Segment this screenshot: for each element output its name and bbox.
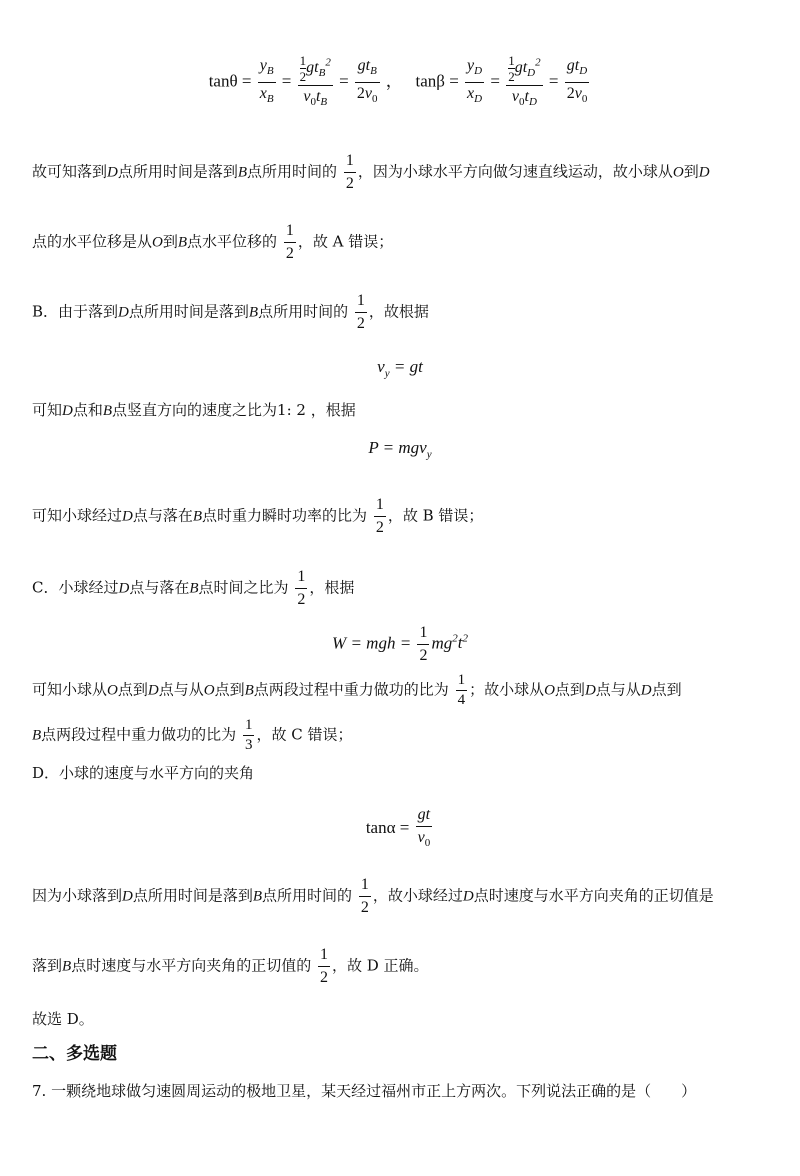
fraction-one-half: $\frac{1}{2}$ xyxy=(285,222,294,262)
paragraph-c2: 可知小球从O点到D点与从O点到B点两段过程中重力做功的比为 $\frac{1}{4}$ ；故小球从O点到D点与从D点到 xyxy=(32,672,682,708)
fraction-one-half-2: $\frac{1}{2}$ xyxy=(508,53,515,85)
paragraph-d2: 因为小球落到D点所用时间是落到B点所用时间的 $\frac{1}{2}$ ，故小球经过D点时速度与水平方向夹角的正切值是 xyxy=(32,874,770,919)
fraction-one-half: $\frac{1}{2}$ xyxy=(297,568,306,608)
equation-work: W = mgh = $\frac{1}{2}$ $mg^2t^2$ xyxy=(0,622,800,667)
fraction-gt-v0: $\frac{gt}{v_0}$ xyxy=(417,806,431,850)
fraction-half-gt-over-v0t: $\frac{1}{2}$ $gt_B^2$ $v_0t_B$ xyxy=(299,53,331,108)
tan-theta-label: tanθ xyxy=(208,71,238,91)
fraction-one-half: $\frac{1}{2}$ xyxy=(319,946,328,986)
question-7: 7. 一颗绕地球做匀速圆周运动的极地卫星，某天经过福州市正上方两次。下列说法正确的是（ ） xyxy=(32,1082,697,1100)
paragraph-1b: 点的水平位移是从O到B点水平位移的 $\frac{1}{2}$ ，故 A 错误； xyxy=(32,220,770,265)
fraction-one-third: $\frac{1}{3}$ xyxy=(244,717,253,753)
fraction-one-half: $\frac{1}{2}$ xyxy=(360,876,369,916)
equation-vy: $v_y$ = gt xyxy=(377,357,423,380)
paragraph-c: C．小球经过D点与落在B点时间之比为 $\frac{1}{2}$ ，根据 xyxy=(32,566,770,611)
fraction-yd-xd: $\frac{y_D}{x_D}$ xyxy=(467,56,483,106)
tan-beta-label: tanβ xyxy=(415,71,445,91)
fraction-yb-xb: $\frac{y_B}{x_B}$ xyxy=(259,56,274,106)
paragraph-d3: 落到B点时速度与水平方向夹角的正切值的 $\frac{1}{2}$ ，故 D 正确。 xyxy=(32,944,770,989)
fraction-one-half: $\frac{1}{2}$ xyxy=(419,624,428,664)
fraction-one-half: $\frac{1}{2}$ xyxy=(299,53,307,85)
paragraph-b2: 可知D点和B点竖直方向的速度之比为1: 2 ，根据 xyxy=(32,401,356,419)
equation-separator: ， xyxy=(385,71,403,91)
answer-line: 故选 D。 xyxy=(32,1010,94,1028)
paragraph-c3: B点两段过程中重力做功的比为 $\frac{1}{3}$ ，故 C 错误； xyxy=(32,717,353,753)
section-heading: 二、多选题 xyxy=(32,1044,117,1064)
equation-tan-theta-beta: tanθ = $\frac{y_B}{x_B}$ = $\frac{1}{2}$ $gt_B^2$ $v_0t_B$ = $\frac{gt_B}{2v_0}$ ， tanβ = $\frac{y_D}{x_D}$ = $\frac{1}{2}$ $gt_D^2$ $v_0t_D$ = $\frac{gt_D}{2v_0}$ xyxy=(0,52,800,113)
fraction-one-half: $\frac{1}{2}$ xyxy=(375,496,384,536)
equation-power: P = mgv$_y$ xyxy=(368,438,432,461)
fraction-gtd-2v0: $\frac{gt_D}{2v_0}$ xyxy=(566,56,588,106)
paragraph-b3: 可知小球经过D点与落在B点时重力瞬时功率的比为 $\frac{1}{2}$ ，故 B 错误； xyxy=(32,494,770,539)
fraction-one-quarter: $\frac{1}{4}$ xyxy=(457,672,466,708)
fraction-gtb-2v0: $\frac{gt_B}{2v_0}$ xyxy=(356,56,378,106)
equation-tan-alpha: tanα = $\frac{gt}{v_0}$ xyxy=(0,804,800,854)
paragraph-d: D．小球的速度与水平方向的夹角 xyxy=(32,764,255,782)
fraction-one-half: $\frac{1}{2}$ xyxy=(356,292,365,332)
fraction-half-gtd-over-v0td: $\frac{1}{2}$ $gt_D^2$ $v_0t_D$ xyxy=(508,53,541,108)
fraction-one-half: $\frac{1}{2}$ xyxy=(345,152,354,192)
paragraph-b: B．由于落到D点所用时间是落到B点所用时间的 $\frac{1}{2}$ ，故根据 xyxy=(32,290,770,335)
paragraph-1: 故可知落到D点所用时间是落到B点所用时间的 $\frac{1}{2}$ ，因为小球水平方向做匀速直线运动，故小球从O到D xyxy=(32,150,770,195)
